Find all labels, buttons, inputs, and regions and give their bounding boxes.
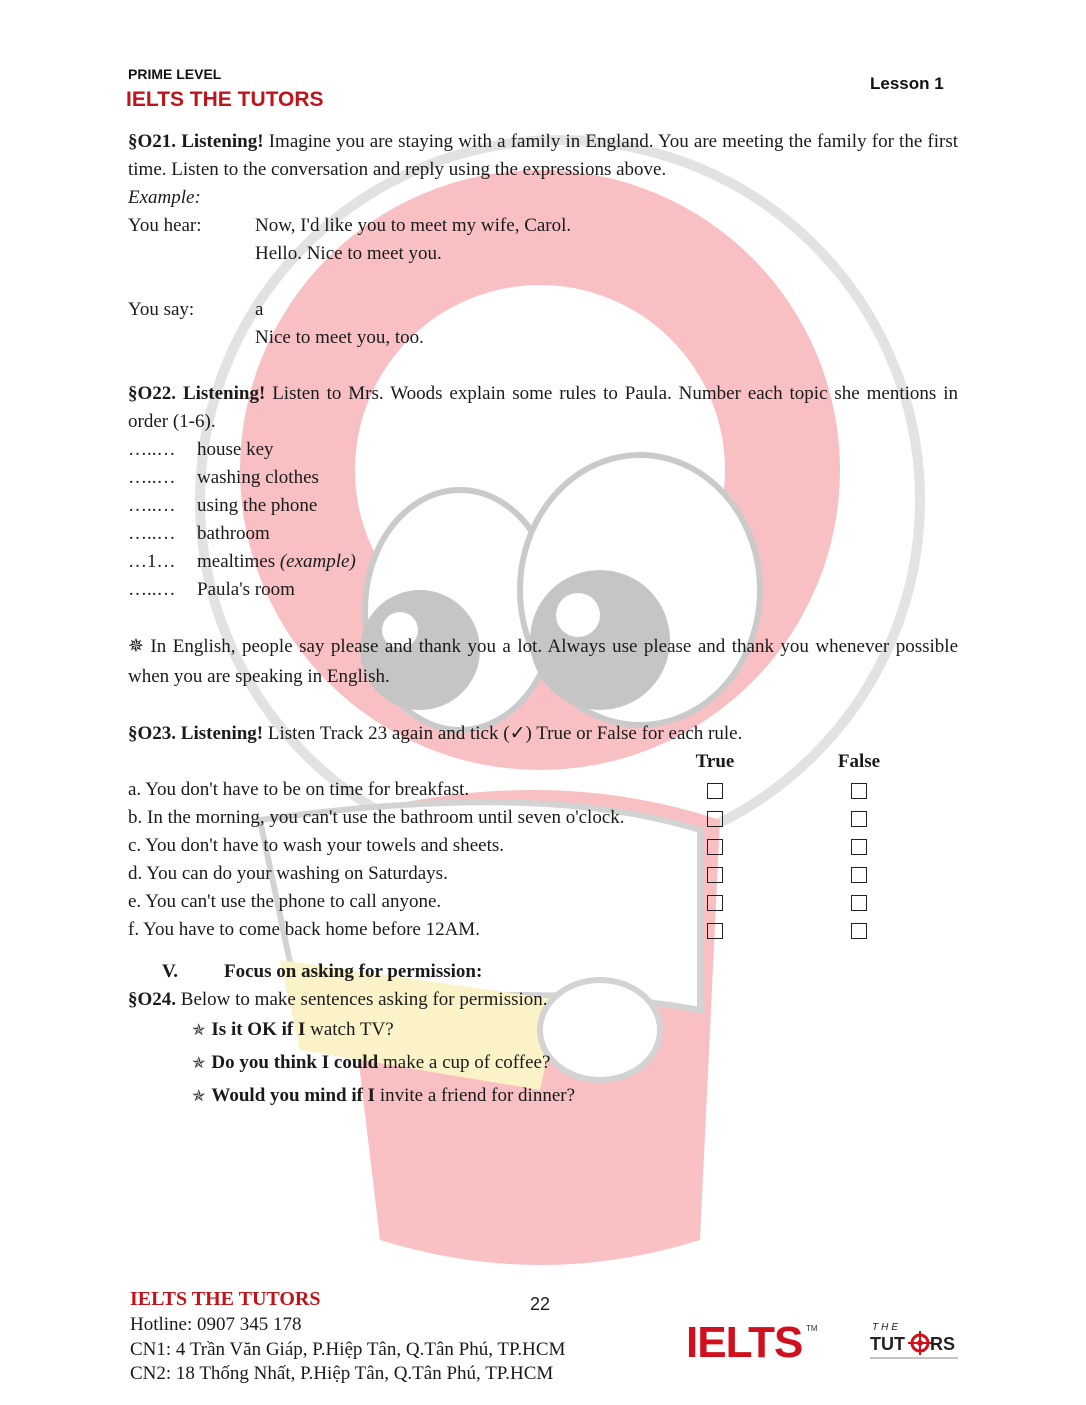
worksheet-content bbox=[128, 128, 958, 1113]
topic-number-blank[interactable]: …..… bbox=[128, 495, 176, 516]
topic-number-blank[interactable]: …..… bbox=[128, 579, 176, 600]
true-false-table bbox=[128, 748, 958, 944]
you-say-line1: a bbox=[255, 299, 264, 320]
o22-topic-list bbox=[128, 436, 958, 604]
table-header-row bbox=[128, 748, 958, 776]
o23-code: §O23. bbox=[128, 723, 177, 744]
section-number: V. bbox=[162, 961, 179, 982]
o21-code: §O21. bbox=[128, 131, 177, 152]
rule-text: f. You have to come back home before 12AM. bbox=[128, 919, 480, 940]
false-checkbox[interactable] bbox=[851, 839, 867, 855]
you-say-line2: Nice to meet you, too. bbox=[255, 327, 424, 348]
asterisk-icon: ✵ bbox=[128, 636, 144, 657]
section-title: Focus on asking for permission: bbox=[224, 961, 483, 982]
permission-phrases bbox=[128, 1014, 958, 1113]
topic-item bbox=[128, 436, 958, 464]
topic-number-blank[interactable]: …..… bbox=[128, 467, 176, 488]
footer-branch-2: CN2: 18 Thống Nhất, P.Hiệp Tân, Q.Tân Phú, TP.HCM bbox=[130, 1363, 554, 1384]
false-checkbox[interactable] bbox=[851, 895, 867, 911]
topic-item bbox=[128, 576, 958, 604]
tip-text: In English, people say please and thank you a lot. Always use please and thank you whenever possible when you are speaking in English. bbox=[128, 636, 958, 687]
topic-label: using the phone bbox=[197, 495, 318, 516]
false-checkbox[interactable] bbox=[851, 923, 867, 939]
table-row bbox=[128, 916, 958, 944]
false-checkbox[interactable] bbox=[851, 783, 867, 799]
true-column-header: True bbox=[695, 751, 735, 772]
ielts-logo: IELTS bbox=[686, 1318, 803, 1367]
o24-code: §O24. bbox=[128, 989, 177, 1010]
svg-text:THE: THE bbox=[872, 1322, 901, 1333]
topic-item bbox=[128, 492, 958, 520]
you-say-label: You say: bbox=[128, 299, 195, 320]
true-checkbox[interactable] bbox=[707, 783, 723, 799]
you-hear-row bbox=[128, 212, 958, 240]
footer-branch-1: CN1: 4 Trần Văn Giáp, P.Hiệp Tân, Q.Tân Phú, TP.HCM bbox=[130, 1339, 566, 1360]
o23-text: Listen Track 23 again and tick (✓) True or False for each rule. bbox=[267, 723, 743, 744]
topic-item bbox=[128, 548, 958, 576]
you-hear-line1: Now, I'd like you to meet my wife, Carol. bbox=[255, 215, 572, 236]
page-number: 22 bbox=[530, 1294, 551, 1314]
o24-instructions bbox=[128, 986, 958, 1014]
topic-label: Paula's room bbox=[197, 579, 295, 600]
rule-text: b. In the morning, you can't use the bathroom until seven o'clock. bbox=[128, 807, 625, 828]
table-row bbox=[128, 888, 958, 916]
ielts-trademark: TM bbox=[806, 1324, 818, 1333]
o23-instructions bbox=[128, 720, 958, 748]
the-tutors-logo bbox=[870, 1318, 960, 1364]
header-brand: IELTS THE TUTORS bbox=[126, 88, 324, 111]
star-icon: ✯ bbox=[192, 1055, 206, 1072]
o21-example-label: Example: bbox=[128, 187, 201, 208]
topic-number-blank[interactable]: …1… bbox=[128, 551, 176, 572]
tip-note bbox=[128, 632, 958, 692]
you-hear-label: You hear: bbox=[128, 215, 202, 236]
table-row bbox=[128, 832, 958, 860]
you-hear-line2: Hello. Nice to meet you. bbox=[255, 243, 442, 264]
topic-number-blank[interactable]: …..… bbox=[128, 439, 176, 460]
list-item: ✯ Would you mind if I invite a friend for dinner? bbox=[192, 1085, 576, 1106]
o22-text: Listen to Mrs. Woods explain some rules to Paula. Number each topic she mentions in order (1-6). bbox=[128, 383, 958, 432]
topic-item bbox=[128, 520, 958, 548]
true-checkbox[interactable] bbox=[707, 811, 723, 827]
rule-text: c. You don't have to wash your towels and sheets. bbox=[128, 835, 504, 856]
topic-label: mealtimes (example) bbox=[197, 551, 356, 572]
footer-brand: IELTS THE TUTORS bbox=[130, 1288, 321, 1310]
true-checkbox[interactable] bbox=[707, 895, 723, 911]
rule-text: e. You can't use the phone to call anyone. bbox=[128, 891, 442, 912]
topic-label: house key bbox=[197, 439, 274, 460]
o22-heading: Listening! bbox=[182, 383, 266, 404]
list-item: ✯ Is it OK if I watch TV? bbox=[192, 1019, 394, 1040]
header-lesson: Lesson 1 bbox=[870, 74, 944, 93]
section-heading bbox=[128, 958, 958, 986]
topic-label: washing clothes bbox=[197, 467, 319, 488]
o21-heading: Listening! bbox=[181, 131, 264, 152]
o21-text: Imagine you are staying with a family in England. You are meeting the family for the first time. Listen to the conversation and reply using the expressions above. bbox=[128, 131, 959, 180]
topic-number-blank[interactable]: …..… bbox=[128, 523, 176, 544]
topic-label: bathroom bbox=[197, 523, 270, 544]
o23-heading: Listening! bbox=[180, 723, 264, 744]
o22-instructions bbox=[128, 380, 958, 436]
o22-code: §O22. bbox=[128, 383, 177, 404]
list-item: ✯ Do you think I could make a cup of coffee? bbox=[192, 1052, 551, 1073]
true-checkbox[interactable] bbox=[707, 867, 723, 883]
true-checkbox[interactable] bbox=[707, 923, 723, 939]
svg-text:TUT: TUT bbox=[870, 1334, 905, 1354]
topic-example-note: (example) bbox=[279, 551, 356, 572]
star-icon: ✯ bbox=[192, 1088, 206, 1105]
you-say-row bbox=[128, 296, 958, 324]
topic-item bbox=[128, 464, 958, 492]
table-row bbox=[128, 776, 958, 804]
star-icon: ✯ bbox=[192, 1022, 206, 1039]
footer-hotline: Hotline: 0907 345 178 bbox=[130, 1314, 302, 1335]
svg-text:RS: RS bbox=[930, 1334, 956, 1354]
false-checkbox[interactable] bbox=[851, 811, 867, 827]
table-row bbox=[128, 804, 958, 832]
header-level: PRIME LEVEL bbox=[128, 66, 222, 82]
rule-text: d. You can do your washing on Saturdays. bbox=[128, 863, 448, 884]
true-checkbox[interactable] bbox=[707, 839, 723, 855]
table-row bbox=[128, 860, 958, 888]
false-checkbox[interactable] bbox=[851, 867, 867, 883]
o21-instructions bbox=[128, 128, 958, 184]
rule-text: a. You don't have to be on time for breakfast. bbox=[128, 779, 470, 800]
o24-text: Below to make sentences asking for permission. bbox=[180, 989, 548, 1010]
false-column-header: False bbox=[837, 751, 881, 772]
